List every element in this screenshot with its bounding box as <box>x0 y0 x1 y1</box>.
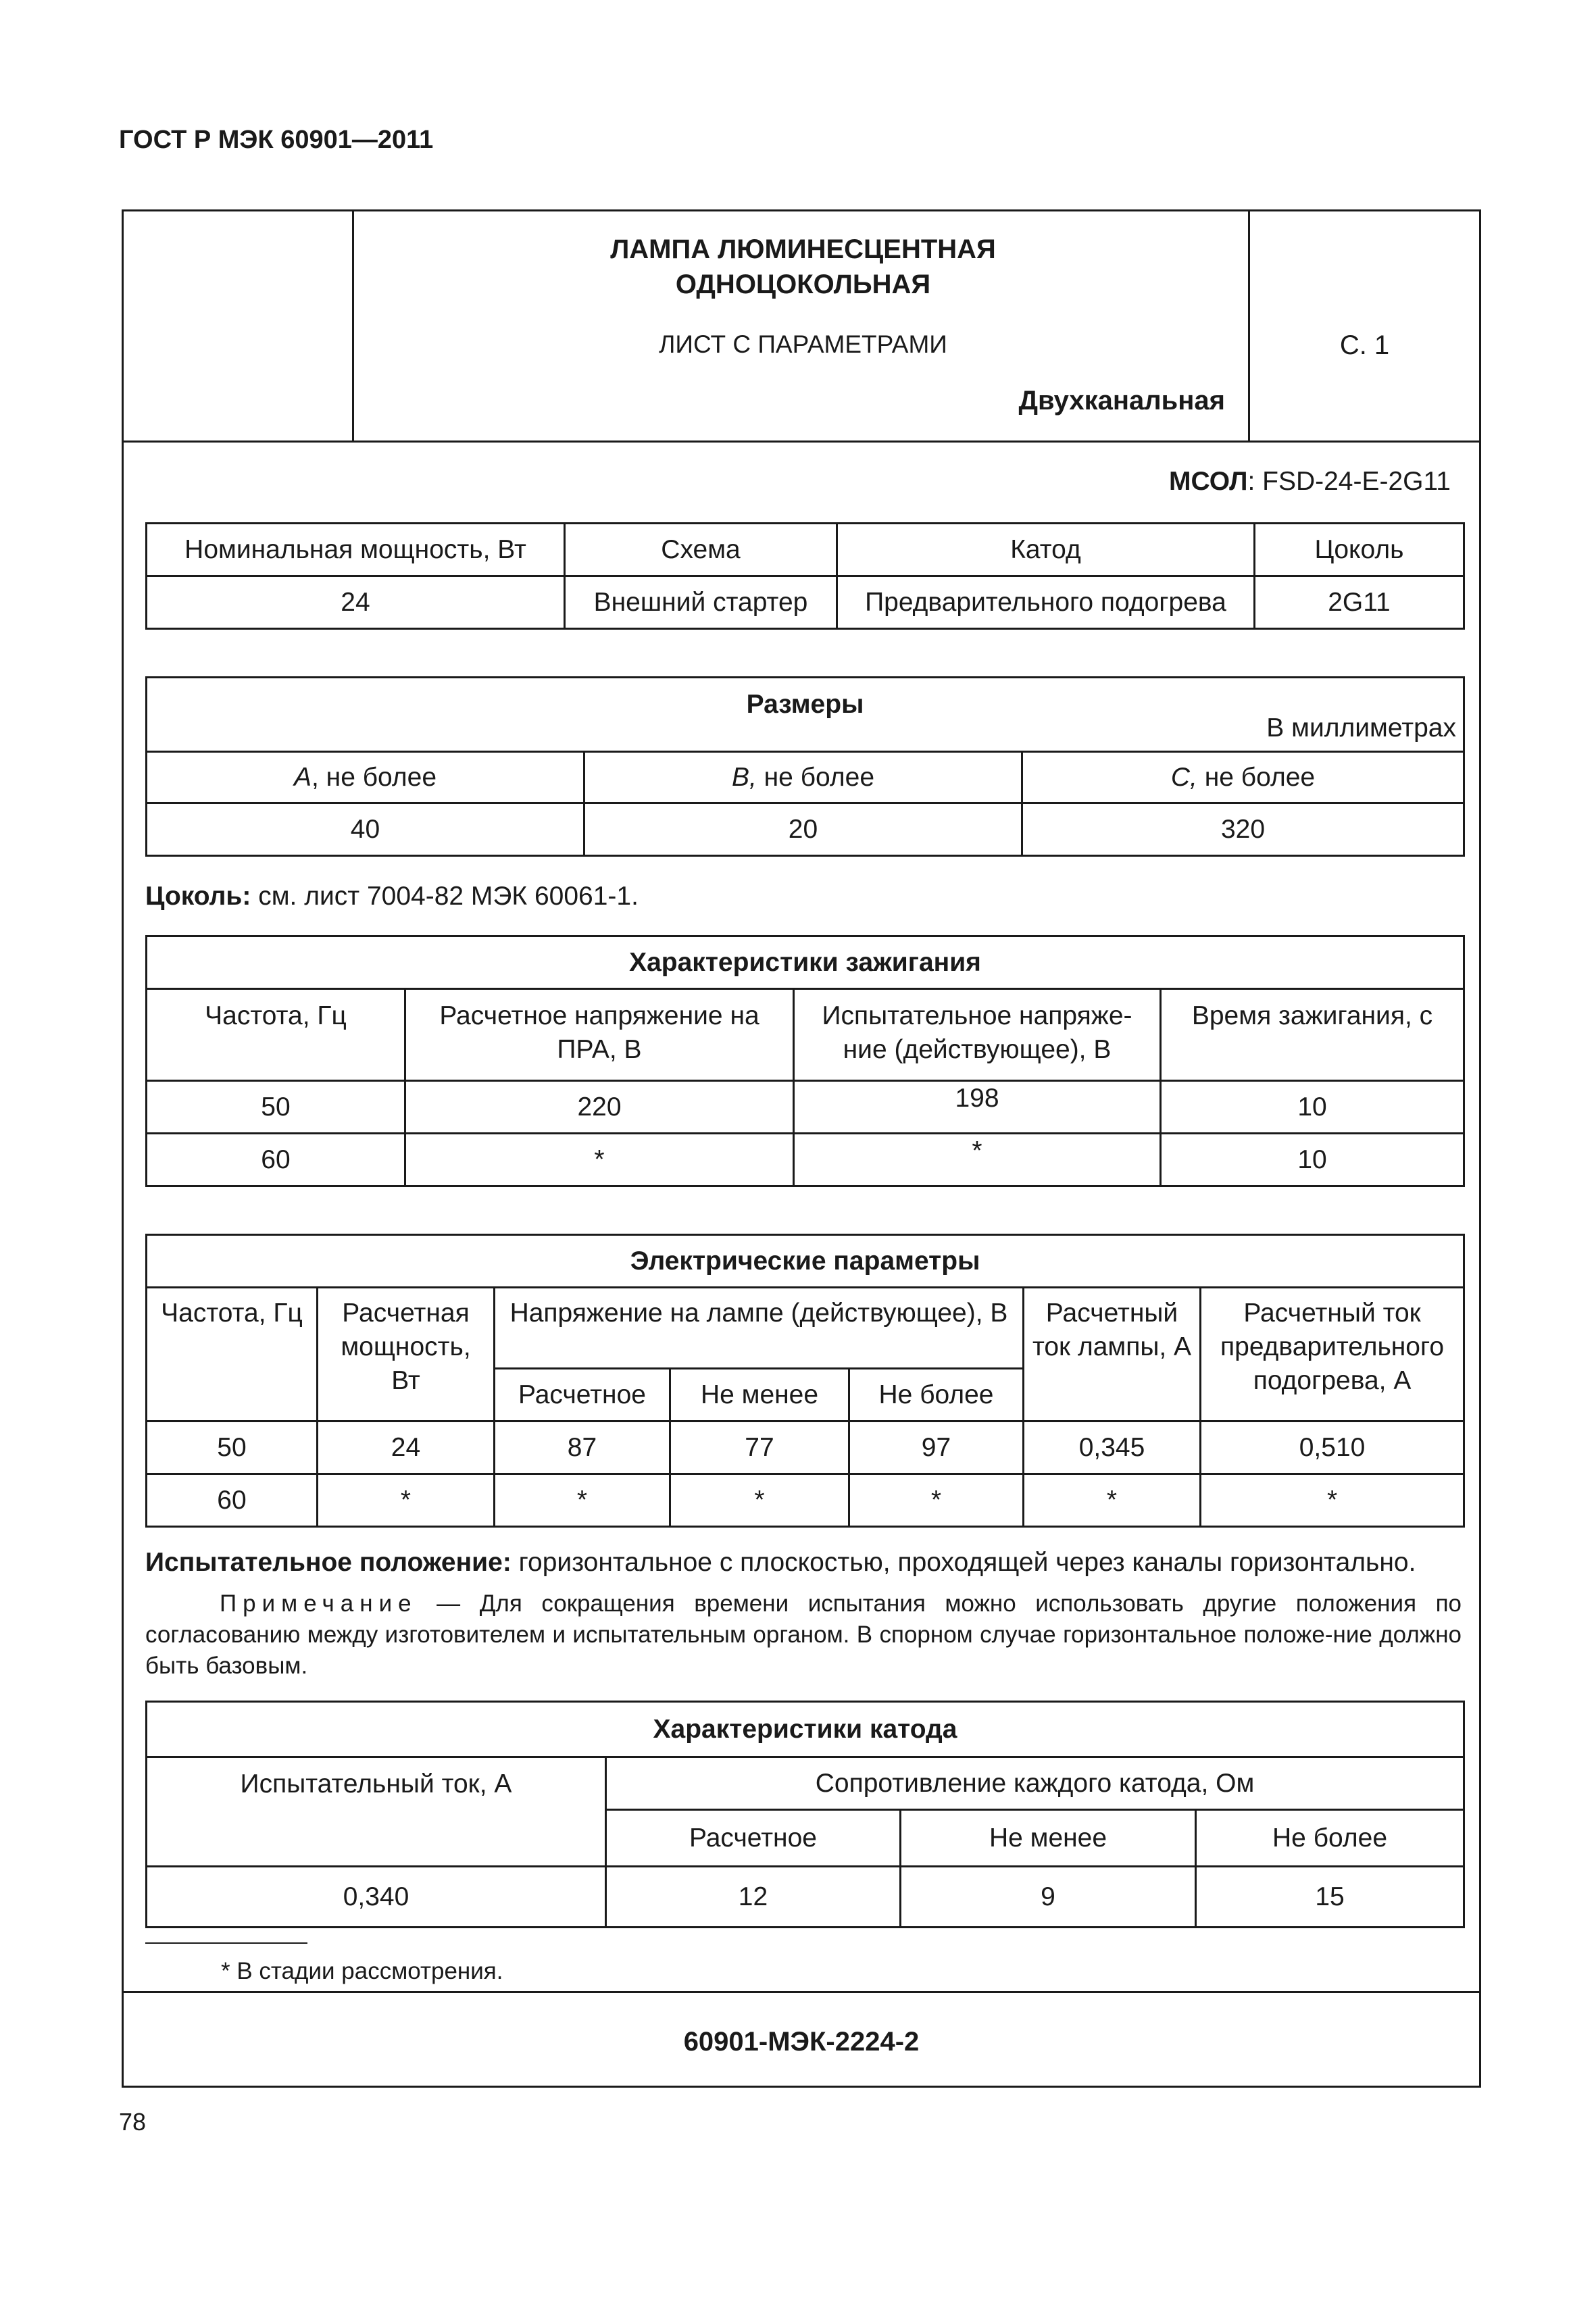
dimensions-caption-cell <box>147 678 1464 752</box>
electrical-cell: * <box>849 1474 1024 1527</box>
note-head: Примечание <box>220 1590 418 1617</box>
ignition-cell: * <box>405 1134 794 1186</box>
title-block <box>124 211 1479 443</box>
cathode-table <box>145 1701 1465 1928</box>
base-note-label: Цоколь: <box>145 882 251 911</box>
cathode-cell: 15 <box>1196 1867 1464 1928</box>
ignition-cell: 50 <box>147 1081 405 1134</box>
electrical-header-preheat: Расчетный ток предварительного подогрева, А <box>1201 1288 1464 1422</box>
ignition-table <box>145 935 1465 1187</box>
dimension-header-c <box>1022 752 1464 803</box>
ignition-cell: 220 <box>405 1081 794 1134</box>
dimensions-table <box>145 676 1465 857</box>
lamp-type: Двухканальная <box>1018 386 1225 416</box>
title-right-cell <box>1248 211 1479 441</box>
lamp-title-line2: ОДНОЦОКОЛЬНАЯ <box>675 270 931 299</box>
ignition-title: Характеристики зажигания <box>147 936 1464 989</box>
electrical-table <box>145 1234 1465 1528</box>
footnote: * В стадии рассмотрения. <box>221 1958 503 1984</box>
general-value-circuit: Внешний стартер <box>565 576 837 629</box>
electrical-cell: * <box>1024 1474 1201 1527</box>
footnote-rule <box>145 1942 307 1944</box>
sheet-title: ЛИСТ С ПАРАМЕТРАМИ <box>659 330 947 358</box>
ignition-cell: * <box>794 1134 1161 1186</box>
parameter-sheet-frame <box>122 209 1481 2088</box>
electrical-cell: 24 <box>318 1422 495 1474</box>
cathode-header-rated: Расчетное <box>606 1810 901 1867</box>
electrical-cell: * <box>318 1474 495 1527</box>
electrical-cell: 50 <box>147 1422 318 1474</box>
lamp-designation <box>1169 467 1451 497</box>
base-note-text: см. лист 7004-82 МЭК 60061-1. <box>251 882 639 911</box>
dimension-value-c: 320 <box>1022 803 1464 856</box>
electrical-cell: 77 <box>670 1422 849 1474</box>
electrical-cell: * <box>495 1474 670 1527</box>
electrical-cell: * <box>670 1474 849 1527</box>
title-left-cell <box>124 211 354 441</box>
ignition-header-ballast-voltage: Расчетное напряжение на ПРА, В <box>405 989 794 1081</box>
ignition-cell: 10 <box>1161 1134 1464 1186</box>
general-header-cathode: Катод <box>837 524 1255 576</box>
cathode-header-test-current: Испытательный ток, А <box>147 1757 606 1867</box>
dimension-header-b <box>584 752 1022 803</box>
dimension-letter-a: A <box>293 762 311 792</box>
cathode-cell: 9 <box>901 1867 1196 1928</box>
base-note <box>145 882 639 911</box>
cathode-cell: 0,340 <box>147 1867 606 1928</box>
electrical-cell: * <box>1201 1474 1464 1527</box>
dimension-letter-b: B, <box>731 762 757 792</box>
cathode-header-min: Не менее <box>901 1810 1196 1867</box>
electrical-cell: 60 <box>147 1474 318 1527</box>
electrical-cell: 0,345 <box>1024 1422 1201 1474</box>
ignition-cell: 10 <box>1161 1081 1464 1134</box>
electrical-cell: 87 <box>495 1422 670 1474</box>
electrical-header-rated: Расчетное <box>495 1369 670 1422</box>
cathode-header-max: Не более <box>1196 1810 1464 1867</box>
electrical-header-frequency: Частота, Гц <box>147 1288 318 1422</box>
dimension-value-b: 20 <box>584 803 1022 856</box>
table-row <box>147 1474 1464 1527</box>
general-value-cathode: Предварительного подогрева <box>837 576 1255 629</box>
table-row <box>147 1081 1464 1134</box>
cathode-title: Характеристики катода <box>147 1702 1464 1757</box>
electrical-header-current: Расчетный ток лампы, А <box>1024 1288 1201 1422</box>
general-header-base: Цоколь <box>1255 524 1464 576</box>
dimension-suffix-c: не более <box>1197 762 1316 792</box>
standard-header: ГОСТ Р МЭК 60901—2011 <box>119 126 434 154</box>
test-position-text: горизонтальное с плоскостью, проходящей через каналы горизонтально. <box>511 1548 1416 1577</box>
dimension-value-a: 40 <box>147 803 584 856</box>
dimensions-title: Размеры <box>746 690 864 719</box>
electrical-title: Электрические параметры <box>147 1235 1464 1288</box>
table-row <box>147 1867 1464 1928</box>
ignition-cell: 60 <box>147 1134 405 1186</box>
dimension-suffix-a: , не более <box>311 762 437 792</box>
electrical-header-max: Не более <box>849 1369 1024 1422</box>
page-number: 78 <box>119 2108 147 2136</box>
ignition-header-frequency: Частота, Гц <box>147 989 405 1081</box>
designation-value: : FSD-24-E-2G11 <box>1247 467 1451 496</box>
dimensions-units: В миллиметрах <box>1266 713 1456 743</box>
general-value-base: 2G11 <box>1255 576 1464 629</box>
ignition-header-test-voltage: Испытательное напряже-ние (действующее), В <box>794 989 1161 1081</box>
ignition-header-time: Время зажигания, с <box>1161 989 1464 1081</box>
general-table <box>145 522 1465 630</box>
electrical-header-voltage: Напряжение на лампе (действующее), В <box>495 1288 1024 1369</box>
table-row <box>147 1134 1464 1186</box>
bottom-block <box>124 1991 1479 2086</box>
lamp-title <box>354 232 1252 302</box>
sheet-page: С. 1 <box>1339 330 1390 360</box>
dimension-suffix-b: не более <box>756 762 875 792</box>
ignition-cell: 198 <box>794 1081 1161 1134</box>
test-position-label: Испытательное положение: <box>145 1548 512 1577</box>
note-paragraph <box>145 1588 1462 1682</box>
electrical-header-power: Расчетная мощность, Вт <box>318 1288 495 1422</box>
electrical-cell: 97 <box>849 1422 1024 1474</box>
cathode-header-resistance: Сопротивление каждого катода, Ом <box>606 1757 1464 1810</box>
sheet-code: 60901-МЭК-2224-2 <box>683 2027 920 2057</box>
electrical-header-min: Не менее <box>670 1369 849 1422</box>
lamp-title-line1: ЛАМПА ЛЮМИНЕСЦЕНТНАЯ <box>610 234 996 264</box>
cathode-cell: 12 <box>606 1867 901 1928</box>
dimension-letter-c: C, <box>1170 762 1197 792</box>
test-position <box>145 1548 1416 1578</box>
table-row <box>147 1422 1464 1474</box>
general-header-power: Номинальная мощность, Вт <box>147 524 565 576</box>
note-text: — Для сокращения времени испытания можно использовать другие положения по согласованию между изготовителем и испытательным органом. В спорном случае горизонтальное положе-ние должно быть базовым. <box>145 1590 1462 1679</box>
designation-label: МСОЛ <box>1169 467 1248 496</box>
dimension-header-a <box>147 752 584 803</box>
electrical-cell: 0,510 <box>1201 1422 1464 1474</box>
general-value-power: 24 <box>147 576 565 629</box>
general-header-circuit: Схема <box>565 524 837 576</box>
